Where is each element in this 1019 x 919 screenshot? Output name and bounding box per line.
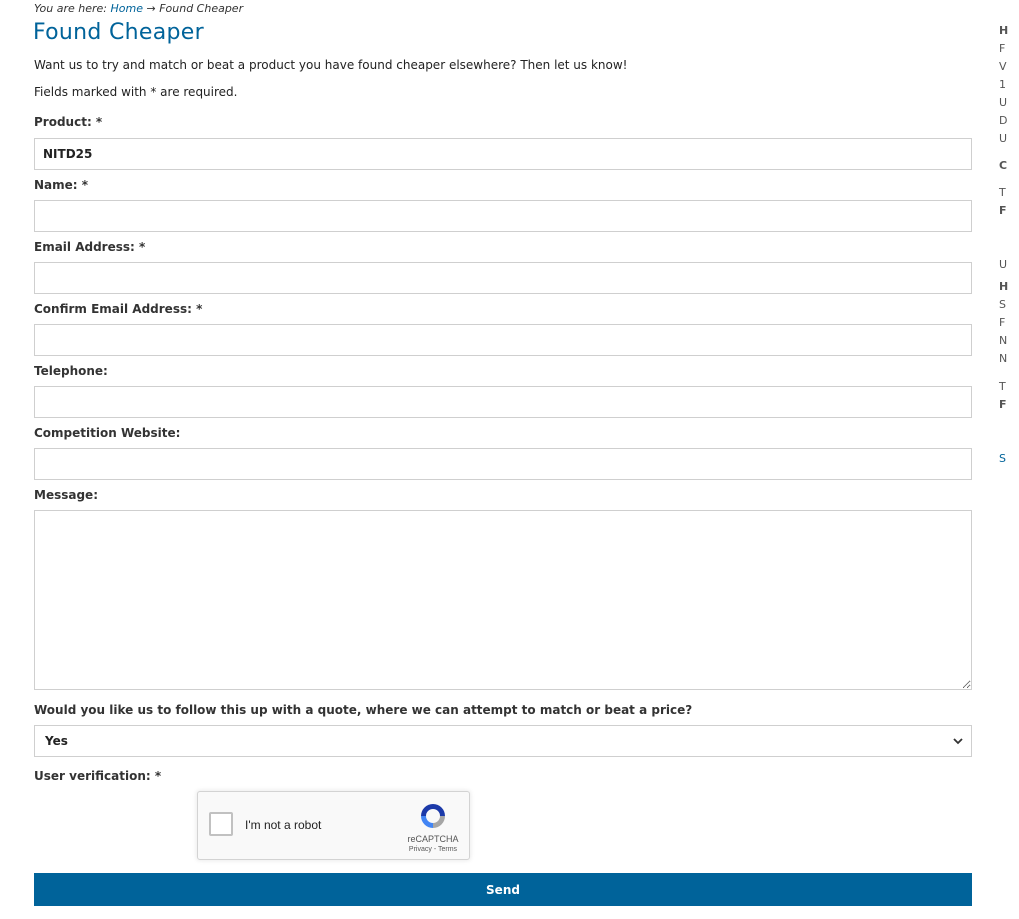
- recaptcha-label: I'm not a robot: [245, 818, 322, 832]
- name-input[interactable]: [34, 200, 972, 232]
- sidebar-fragment: N: [999, 352, 1008, 365]
- name-label: Name: *: [34, 178, 89, 192]
- recaptcha-brand: reCAPTCHA: [407, 834, 459, 844]
- intro-text: Want us to try and match or beat a product you have found cheaper elsewhere? Then let us know!: [34, 58, 628, 72]
- sidebar-fragment: H: [999, 24, 1009, 37]
- recaptcha-widget: [197, 791, 470, 860]
- message-textarea[interactable]: [34, 510, 972, 690]
- sidebar-fragment: F: [999, 204, 1007, 217]
- confirm-email-label: Confirm Email Address: *: [34, 302, 203, 316]
- product-label: Product: *: [34, 115, 103, 129]
- send-button[interactable]: Send: [34, 873, 972, 906]
- sidebar-fragment: U: [999, 258, 1008, 271]
- follow-up-selected-value: Yes: [45, 734, 68, 748]
- chevron-down-icon: [951, 734, 965, 748]
- competition-website-input[interactable]: [34, 448, 972, 480]
- recaptcha-links-separator: -: [433, 846, 437, 853]
- recaptcha-privacy-link[interactable]: Privacy: [408, 846, 432, 853]
- breadcrumb-current: Found Cheaper: [159, 2, 244, 15]
- required-note: Fields marked with * are required.: [34, 85, 238, 99]
- sidebar-fragment: N: [999, 334, 1008, 347]
- breadcrumb-prefix: You are here:: [34, 2, 107, 15]
- follow-up-label: Would you like us to follow this up with a quote, where we can attempt to match or beat a price?: [34, 703, 693, 717]
- verification-label: User verification: *: [34, 769, 162, 783]
- telephone-input[interactable]: [34, 386, 972, 418]
- recaptcha-logo-icon: [418, 801, 448, 831]
- recaptcha-terms-link[interactable]: Terms: [438, 846, 458, 853]
- sidebar-fragment: S: [999, 298, 1006, 311]
- sidebar-fragment: F: [999, 398, 1007, 411]
- sidebar-fragment: T: [999, 380, 1006, 393]
- confirm-email-input[interactable]: [34, 324, 972, 356]
- sidebar-fragment: F: [999, 42, 1006, 55]
- email-label: Email Address: *: [34, 240, 146, 254]
- sidebar-fragment: D: [999, 114, 1008, 127]
- product-input[interactable]: [34, 138, 972, 170]
- sidebar-fragment: C: [999, 159, 1008, 172]
- breadcrumb-home-link[interactable]: Home: [110, 2, 143, 15]
- recaptcha-checkbox[interactable]: [209, 812, 233, 836]
- follow-up-select[interactable]: [34, 725, 972, 757]
- sidebar-fragment: T: [999, 186, 1006, 199]
- recaptcha-links: [398, 846, 468, 853]
- breadcrumb-separator: →: [146, 2, 156, 15]
- competition-website-label: Competition Website:: [34, 426, 181, 440]
- message-label: Message:: [34, 488, 98, 502]
- sidebar-fragment: U: [999, 96, 1008, 109]
- telephone-label: Telephone:: [34, 364, 108, 378]
- sidebar-fragment: V: [999, 60, 1007, 73]
- sidebar-link-fragment[interactable]: S: [999, 452, 1006, 465]
- breadcrumb: [34, 2, 243, 15]
- sidebar-fragment: H: [999, 280, 1009, 293]
- sidebar-fragment: 1: [999, 78, 1006, 91]
- sidebar-fragment: F: [999, 316, 1006, 329]
- page-title: Found Cheaper: [33, 20, 204, 45]
- sidebar-fragment: U: [999, 132, 1008, 145]
- email-input[interactable]: [34, 262, 972, 294]
